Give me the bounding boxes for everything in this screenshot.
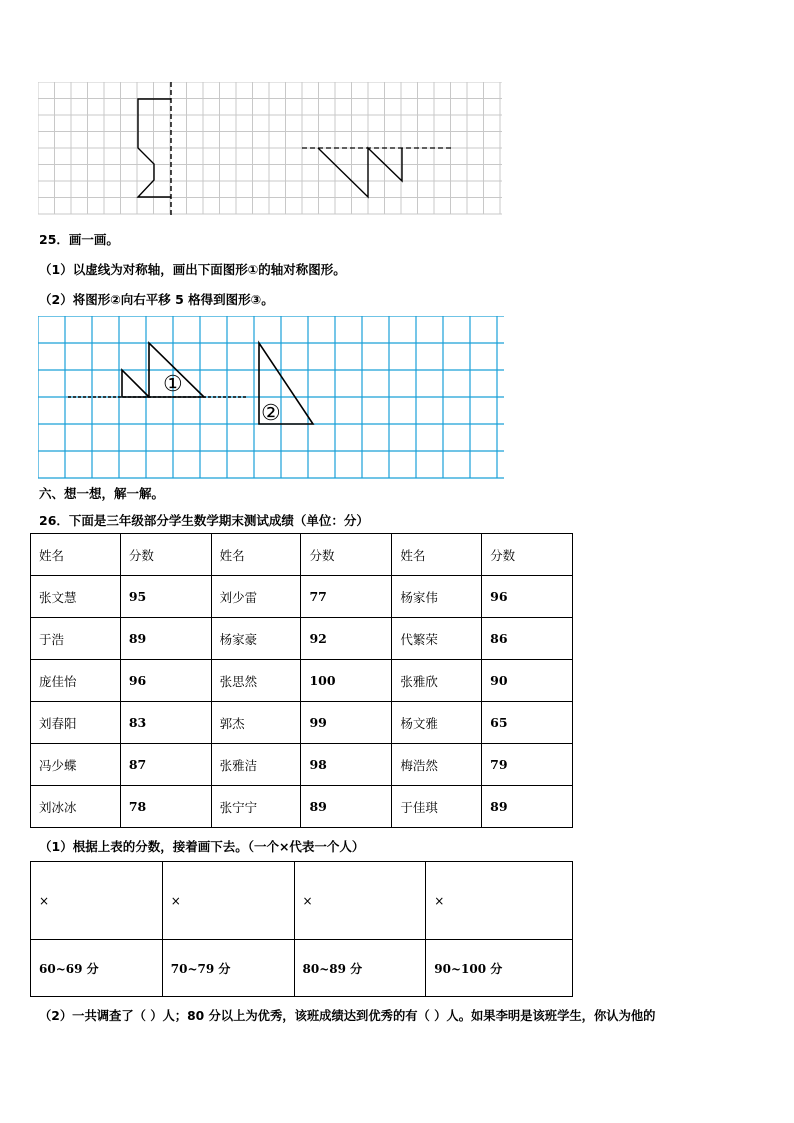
table-row — [31, 744, 573, 786]
tally-mark-cell[interactable]: × — [31, 862, 163, 940]
shape-2-label: ② — [261, 401, 281, 426]
header-name: 姓名 — [392, 534, 482, 576]
student-score: 78 — [120, 786, 211, 828]
student-name: 张思然 — [211, 660, 301, 702]
score-range-label: 70~79 分 — [162, 940, 294, 997]
student-name: 张文慧 — [31, 576, 121, 618]
tally-marks-row — [31, 862, 573, 940]
header-score: 分数 — [120, 534, 211, 576]
score-range-label: 60~69 分 — [31, 940, 163, 997]
student-name: 杨文雅 — [392, 702, 482, 744]
student-name: 于佳琪 — [392, 786, 482, 828]
student-score: 89 — [482, 786, 573, 828]
header-name: 姓名 — [31, 534, 121, 576]
student-name: 刘春阳 — [31, 702, 121, 744]
student-name: 冯少蝶 — [31, 744, 121, 786]
student-score: 96 — [120, 660, 211, 702]
student-score: 65 — [482, 702, 573, 744]
table-row — [31, 786, 573, 828]
student-score: 86 — [482, 618, 573, 660]
student-name: 张宁宁 — [211, 786, 301, 828]
q25-title: 25．画一画。 — [39, 232, 119, 247]
score-range-label: 80~89 分 — [294, 940, 426, 997]
tally-mark-cell[interactable]: × — [294, 862, 426, 940]
tally-table — [30, 861, 573, 997]
student-score: 90 — [482, 660, 573, 702]
student-name: 张雅洁 — [211, 744, 301, 786]
half-figure-right — [318, 148, 402, 197]
student-score: 95 — [120, 576, 211, 618]
q26-part2: （2）一共调查了（ ）人；80 分以上为优秀，该班成绩达到优秀的有（ ）人。如果李明是该班学生，你认为他的 — [39, 1009, 656, 1023]
student-name: 庞佳怡 — [31, 660, 121, 702]
student-name: 梅浩然 — [392, 744, 482, 786]
shape-1-label: ① — [163, 372, 183, 397]
score-table — [30, 533, 573, 828]
student-score: 92 — [301, 618, 392, 660]
header-name: 姓名 — [211, 534, 301, 576]
student-name: 代繁荣 — [392, 618, 482, 660]
student-score: 89 — [120, 618, 211, 660]
section6-title: 六、想一想，解一解。 — [39, 486, 165, 501]
student-score: 83 — [120, 702, 211, 744]
table-row — [31, 618, 573, 660]
student-name: 杨家伟 — [392, 576, 482, 618]
header-score: 分数 — [301, 534, 392, 576]
q25-part1: （1）以虚线为对称轴，画出下面图形①的轴对称图形。 — [39, 262, 346, 277]
q25-part2: （2）将图形②向右平移 5 格得到图形③。 — [39, 292, 274, 307]
score-range-label: 90~100 分 — [426, 940, 573, 997]
symmetry-grid-figure — [38, 82, 502, 215]
shape-1-small-triangle — [122, 370, 149, 397]
header-score: 分数 — [482, 534, 573, 576]
student-score: 99 — [301, 702, 392, 744]
table-row — [31, 702, 573, 744]
student-score: 89 — [301, 786, 392, 828]
student-name: 刘少雷 — [211, 576, 301, 618]
student-score: 87 — [120, 744, 211, 786]
student-name: 杨家豪 — [211, 618, 301, 660]
q26-part1: （1）根据上表的分数，接着画下去。（一个×代表一个人） — [39, 839, 365, 854]
q26-title: 26．下面是三年级部分学生数学期末测试成绩（单位：分） — [39, 513, 369, 528]
student-score: 98 — [301, 744, 392, 786]
tally-mark-cell[interactable]: × — [426, 862, 573, 940]
table-header-row — [31, 534, 573, 576]
student-name: 刘冰冰 — [31, 786, 121, 828]
student-name: 于浩 — [31, 618, 121, 660]
q25-grid-figure — [38, 316, 507, 479]
student-score: 77 — [301, 576, 392, 618]
table-row — [31, 660, 573, 702]
tally-range-row — [31, 940, 573, 997]
student-score: 79 — [482, 744, 573, 786]
table-row — [31, 576, 573, 618]
student-name: 张雅欣 — [392, 660, 482, 702]
student-name: 郭杰 — [211, 702, 301, 744]
student-score: 96 — [482, 576, 573, 618]
student-score: 100 — [301, 660, 392, 702]
tally-mark-cell[interactable]: × — [162, 862, 294, 940]
